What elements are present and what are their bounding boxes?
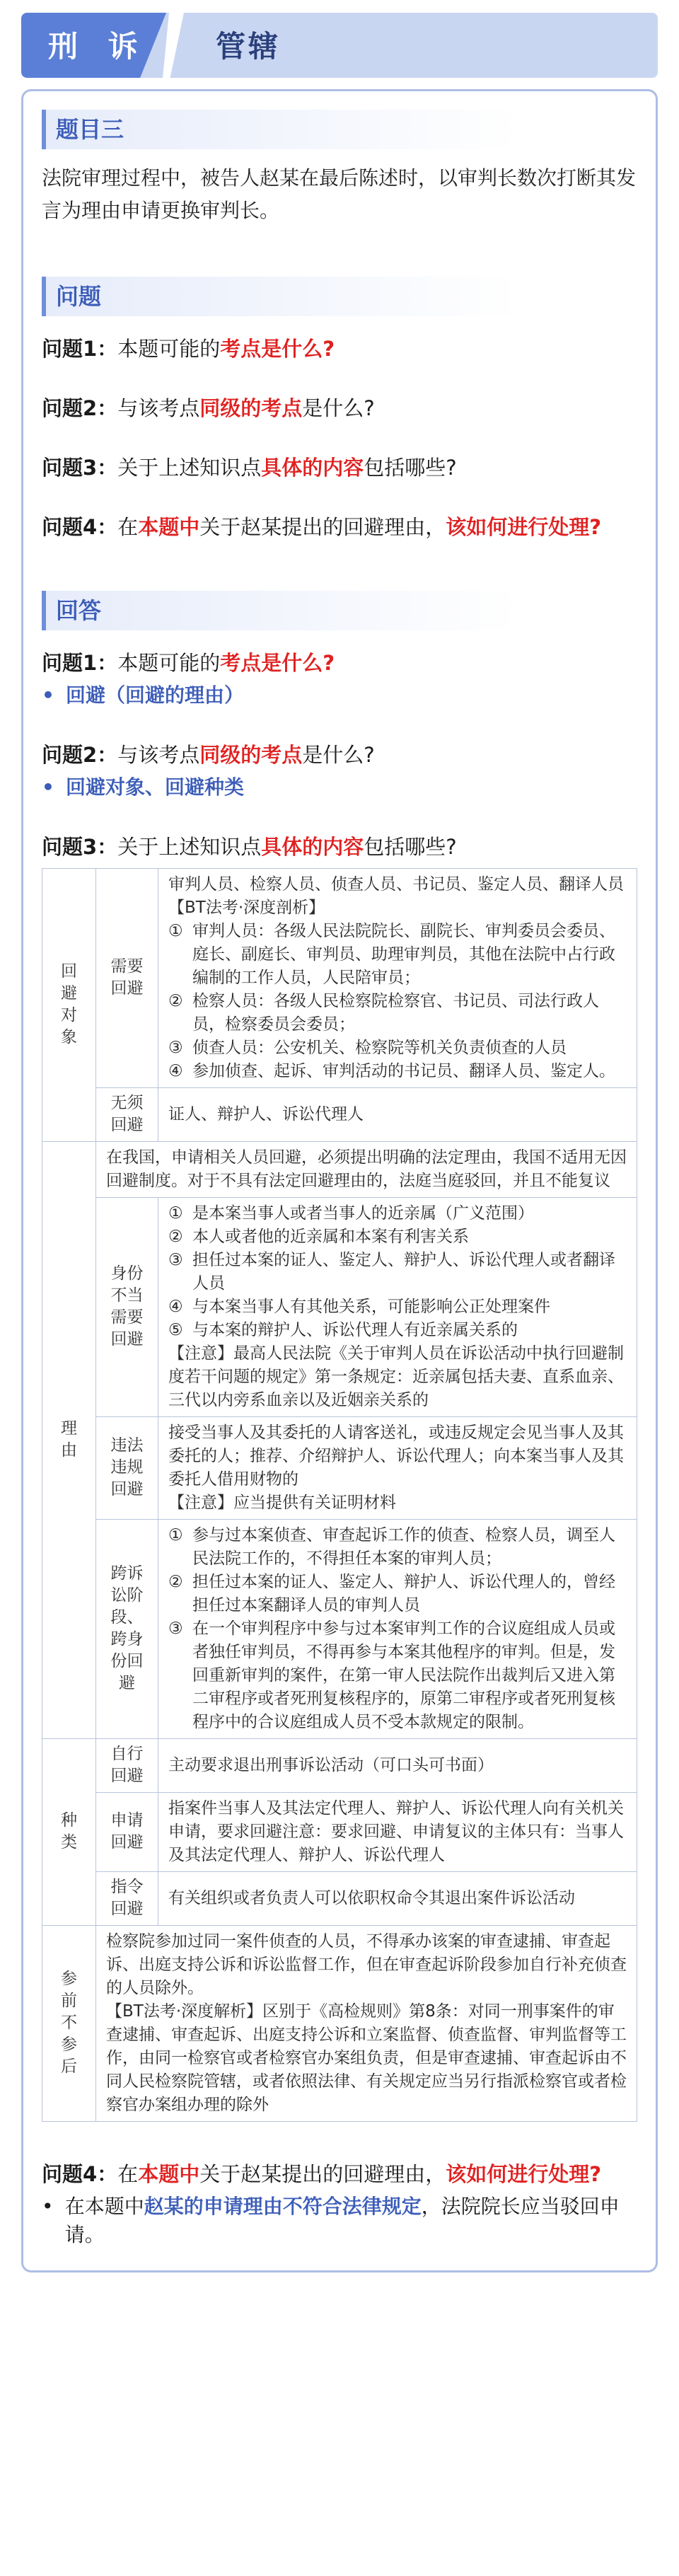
cell-item-list — [168, 1202, 627, 1342]
list-item-text: 与本案当事人有其他关系，可能影响公正处理案件 — [192, 1298, 550, 1317]
list-item-text: 是本案当事人或者当事人的近亲属（广义范围） — [192, 1204, 534, 1223]
row-header-targets: 回避对象 — [42, 869, 96, 1142]
answer-4-mid: 关于赵某提出的回避理由， — [199, 2162, 446, 2187]
list-item-text: 参加侦查、起诉、审判活动的书记员、翻译人员、鉴定人。 — [192, 1062, 615, 1080]
list-item-text: 检察人员：各级人民检察院检察官、书记员、司法行政人员，检察委员会委员； — [192, 992, 599, 1034]
list-item-text: 与本案的辩护人、诉讼代理人有近亲属关系的 — [192, 1321, 518, 1340]
cell-order-recuse: 有关组织或者负责人可以依职权命令其退出案件诉讼活动 — [158, 1872, 637, 1926]
subheader-no-recuse: 无须回避 — [96, 1088, 158, 1142]
list-item — [168, 1319, 627, 1342]
question-4-highlight-2: 该如何进行处理? — [446, 515, 602, 539]
cell-no-recuse: 证人、辩护人、诉讼代理人 — [158, 1088, 637, 1142]
answer-2-bullet-text: 回避对象、回避种类 — [66, 775, 245, 799]
cell-self-recuse: 主动要求退出刑事诉讼活动（可口头可书面） — [158, 1739, 637, 1793]
cell-note: 【BT法考·深度解析】区别于《高检规则》第8条：对同一刑事案件的审查逮捕、审查起诉、出庭支持公诉和立案监督、侦查监督、审判监督等工作，由同一检察官或者检察官办案组负责，但是审查逮捕、审查起诉由不同人民检察院管辖，或者依照法律、有关规定应当另行指派检察官或者检察官办案组办理的除外 — [106, 2002, 627, 2115]
question-4-highlight-1: 本题中 — [138, 515, 200, 539]
list-item-number: ③ — [168, 1251, 183, 1270]
answer-4-highlight: 赵某的申请理由不符合法律规定 — [144, 2195, 422, 2219]
answer-1-highlight: 考点是什么? — [220, 651, 335, 675]
answer-1-question — [42, 649, 637, 677]
question-2-post: 是什么? — [302, 396, 375, 420]
list-item-number: ② — [168, 1573, 183, 1592]
question-4-mid: 关于赵某提出的回避理由， — [199, 515, 446, 539]
subheader-violation: 违法违规回避 — [96, 1417, 158, 1520]
list-item-number: ① — [168, 1204, 183, 1223]
list-item-number: ③ — [168, 1039, 183, 1057]
question-4-pre: 在 — [117, 515, 139, 539]
content-card — [21, 89, 658, 2272]
subheader-need-recuse: 需要回避 — [96, 869, 158, 1088]
table-row — [42, 1198, 637, 1417]
cell-reasons-intro: 在我国，申请相关人员回避，必须提出明确的法定理由，我国不适用无因回避制度。对于不具有法定回避理由的，法庭当庭驳回，并且不能复议 — [96, 1142, 637, 1198]
answer-2-highlight: 同级的考点 — [199, 743, 303, 767]
cell-item-list — [168, 1524, 627, 1734]
answer-4-highlight-1: 本题中 — [138, 2162, 200, 2187]
answer-4-pre-text: 在本题中 — [64, 2195, 144, 2219]
cell-text: 检察院参加过同一案件侦查的人员，不得承办该案的审查逮捕、审查起诉、出庭支持公诉和诉讼监督工作，但在审查起诉阶段参加自行补充侦查的人员除外。 — [106, 1932, 627, 1998]
list-item-number: ② — [168, 992, 183, 1010]
subheader-apply-recuse: 申请回避 — [96, 1793, 158, 1872]
list-item — [168, 1225, 627, 1249]
table-row — [42, 1142, 637, 1198]
table-row — [42, 1926, 637, 2122]
header-banner — [21, 13, 658, 78]
question-3 — [42, 454, 637, 482]
list-item — [168, 990, 627, 1036]
subheader-identity: 身份不当需要回避 — [96, 1198, 158, 1417]
list-item-number: ① — [168, 1526, 183, 1545]
question-4 — [42, 513, 637, 541]
list-item-text: 在一个审判程序中参与过本案审判工作的合议庭组成人员或者独任审判员，不得再参与本案其他程序的审判。但是，发回重新审判的案件，在第一审人民法院作出裁判后又进入第二审程序或者死刑复核程序的，原第二审程序或者死刑复核程序中的合议庭组成人员不受本款规定的限制。 — [192, 1619, 615, 1732]
list-item-number: ④ — [168, 1062, 183, 1080]
list-item-text: 本人或者他的近亲属和本案有利害关系 — [192, 1228, 469, 1247]
cell-before-after — [96, 1926, 637, 2122]
list-item — [168, 1571, 627, 1617]
question-3-highlight: 具体的内容 — [261, 456, 364, 480]
table-row — [42, 869, 637, 1088]
knowledge-table — [42, 868, 637, 2122]
question-4-label: 问题4： — [42, 515, 118, 539]
subheader-cross-stage: 跨诉讼阶段、跨身份回避 — [96, 1520, 158, 1739]
cell-note: 【注意】应当提供有关证明材料 — [168, 1494, 396, 1513]
cell-note: 【BT法考·深度剖析】 — [168, 899, 325, 917]
answer-2-question — [42, 741, 637, 769]
banner-right-label: 管辖 — [216, 29, 282, 64]
cell-item-list — [168, 920, 627, 1083]
list-item-text: 担任过本案的证人、鉴定人、辩护人、诉讼代理人的，曾经担任过本案翻译人员的审判人员 — [192, 1573, 615, 1615]
answer-3-highlight: 具体的内容 — [261, 835, 364, 859]
answer-4-bullet-text — [65, 2193, 637, 2249]
answer-4-pre: 在 — [117, 2162, 139, 2187]
answer-2-label: 问题2： — [42, 743, 118, 767]
answer-4-post-text: ，法院院长应当驳回申请。 — [64, 2195, 620, 2247]
list-item — [168, 1295, 627, 1319]
answer-3-post: 包括哪些? — [364, 835, 457, 859]
list-item-number: ③ — [168, 1619, 183, 1639]
banner-left-label: 刑 诉 — [48, 29, 148, 64]
table-row — [42, 1520, 637, 1739]
answer-1-label: 问题1： — [42, 651, 118, 675]
answer-4-label: 问题4： — [42, 2162, 118, 2187]
topic-title: 题目三 — [42, 110, 637, 149]
bullet-icon: • — [42, 683, 54, 707]
cell-need-recuse — [158, 869, 637, 1088]
answer-1-bullet — [42, 681, 637, 710]
cell-text: 接受当事人及其委托的人请客送礼，或违反规定会见当事人及其委托的人；推荐、介绍辩护人、诉讼代理人；向本案当事人及其委托人借用财物的 — [168, 1423, 624, 1489]
bullet-icon: • — [42, 2195, 54, 2219]
answer-1-bullet-text: 回避（回避的理由） — [66, 683, 245, 707]
list-item-text: 审判人员：各级人民法院院长、副院长、审判委员会委员、庭长、副庭长、审判员、助理审判员，其他在法院中占行政编制的工作人员，人民陪审员； — [192, 922, 615, 987]
answer-4-question — [42, 2160, 637, 2188]
table-row — [42, 1739, 637, 1793]
question-1-highlight: 考点是什么? — [220, 337, 335, 361]
question-1 — [42, 335, 637, 363]
topic-text: 法院审理过程中，被告人赵某在最后陈述时，以审判长数次打断其发言为理由申请更换审判长。 — [42, 166, 637, 222]
table-row — [42, 1088, 637, 1142]
list-item-number: ⑤ — [168, 1321, 183, 1340]
cell-cross-stage — [158, 1520, 637, 1739]
question-2 — [42, 394, 637, 422]
answer-3-label: 问题3： — [42, 835, 118, 859]
row-header-types: 种类 — [42, 1739, 96, 1926]
answer-4-highlight-2: 该如何进行处理? — [446, 2162, 602, 2187]
cell-lead-text: 审判人员、检察人员、侦查人员、书记员、鉴定人员、翻译人员 — [168, 875, 624, 894]
question-1-text: 本题可能的 — [117, 337, 221, 361]
row-header-reasons: 理由 — [42, 1142, 96, 1739]
questions-title: 问题 — [42, 277, 637, 316]
bullet-icon: • — [42, 775, 54, 799]
banner-divider — [163, 13, 184, 78]
list-item-text: 参与过本案侦查、审查起诉工作的侦查、检察人员，调至人民法院工作的，不得担任本案的审判人员； — [192, 1526, 615, 1569]
question-3-pre: 关于上述知识点 — [117, 456, 262, 480]
question-2-highlight: 同级的考点 — [199, 396, 303, 420]
question-2-pre: 与该考点 — [117, 396, 200, 420]
table-row — [42, 1872, 637, 1926]
list-item-number: ① — [168, 922, 183, 940]
cell-apply-recuse: 指案件当事人及其法定代理人、辩护人、诉讼代理人向有关机关申请，要求回避注意：要求回避、申请复议的主体只有：当事人及其法定代理人、辩护人、诉讼代理人 — [158, 1793, 637, 1872]
list-item-number: ② — [168, 1228, 183, 1247]
cell-violation — [158, 1417, 637, 1520]
question-1-label: 问题1： — [42, 337, 118, 361]
question-3-label: 问题3： — [42, 456, 118, 480]
list-item-text: 担任过本案的证人、鉴定人、辩护人、诉讼代理人或者翻译人员 — [192, 1251, 615, 1293]
list-item — [168, 1060, 627, 1083]
table-row — [42, 1793, 637, 1872]
answer-1-text: 本题可能的 — [117, 651, 221, 675]
list-item-number: ④ — [168, 1298, 183, 1317]
row-header-before-after: 参前不参后 — [42, 1926, 96, 2122]
list-item-text: 侦查人员：公安机关、检察院等机关负责侦查的人员 — [192, 1039, 567, 1057]
answer-3-pre: 关于上述知识点 — [117, 835, 262, 859]
cell-identity — [158, 1198, 637, 1417]
list-item — [168, 1036, 627, 1060]
question-3-post: 包括哪些? — [364, 456, 457, 480]
cell-note: 【注意】最高人民法院《关于审判人员在诉讼活动中执行回避制度若干问题的规定》第一条规定：近亲属包括夫妻、直系血亲、三代以内旁系血亲以及近姻亲关系的 — [168, 1344, 624, 1410]
table-row — [42, 1417, 637, 1520]
answers-title: 回答 — [42, 591, 637, 630]
answer-2-bullet — [42, 773, 637, 802]
list-item — [168, 920, 627, 990]
answer-2-pre: 与该考点 — [117, 743, 200, 767]
list-item — [168, 1202, 627, 1225]
subheader-self-recuse: 自行回避 — [96, 1739, 158, 1793]
subheader-order-recuse: 指令回避 — [96, 1872, 158, 1926]
list-item — [168, 1249, 627, 1295]
list-item — [168, 1524, 627, 1571]
list-item — [168, 1617, 627, 1734]
answer-2-post: 是什么? — [302, 743, 375, 767]
answer-3-question — [42, 833, 637, 861]
answer-4-bullet — [42, 2193, 637, 2249]
question-2-label: 问题2： — [42, 396, 118, 420]
